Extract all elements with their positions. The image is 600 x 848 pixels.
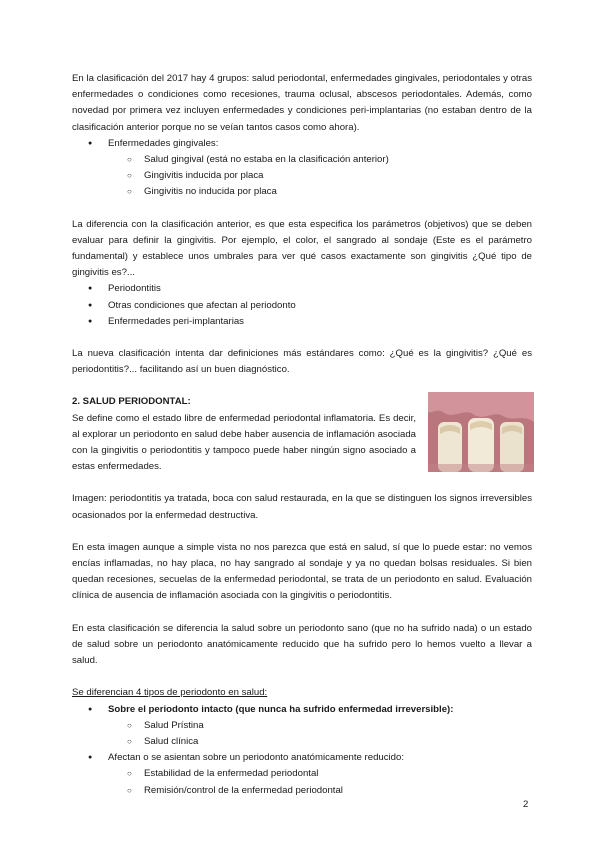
teeth-photo bbox=[428, 392, 534, 472]
new-classification-paragraph: La nueva clasificación intenta dar definiciones más estándares como: ¿Qué es la gingivitis? ¿Qué es periodontitis?... facilitando así un buen diagnóstico. bbox=[72, 348, 532, 376]
types-heading: Se diferencian 4 tipos de periodonto en salud: bbox=[72, 687, 268, 699]
document-page bbox=[72, 71, 532, 799]
definition-paragraph: Se define como el estado libre de enfermedad periodontal inflamatoria. Es decir, al explorar un periodonto en salud debe haber ausencia de inflamación asociada con la gingivitis o periodontitis y tampoco puede haber ningún signo asociado a estas enfermedades. bbox=[72, 412, 416, 473]
list-item: ● Periodontitis bbox=[72, 281, 532, 297]
list-item: ○ Gingivitis no inducida por placa bbox=[72, 184, 532, 200]
image-caption: Imagen: periodontitis ya tratada, boca con salud restaurada, en la que se distinguen los signos irreversibles ocasionados por la enfermedad destructiva. bbox=[72, 493, 532, 521]
intro-paragraph: En la clasificación del 2017 hay 4 grupos: salud periodontal, enfermedades gingivales, periodontales y otras enfermedades o condiciones como recesiones, trauma oclusal, abscesos periodontales. Además, como novedad por primera vez incluyen enfermedades y condiciones peri-implantarias (no estaban dentro de la clasificación anterior porque no se veían tantos casos como ahora). bbox=[72, 73, 532, 133]
list-item: ○ Salud Prístina bbox=[72, 718, 532, 734]
page-number: 2 bbox=[523, 799, 529, 810]
types-list bbox=[72, 702, 532, 799]
list-item: ● Sobre el periodonto intacto (que nunca ha sufrido enfermedad irreversible): bbox=[72, 702, 532, 718]
section-health bbox=[72, 394, 532, 798]
list-item: ○ Salud clínica bbox=[72, 734, 532, 750]
difference-paragraph: La diferencia con la clasificación anterior, es que esta especifica los parámetros (objetivos) que se deben evaluar para definir la gingivitis. Por ejemplo, el color, el sangrado al sondaje (Este es el parámetro fundamental) y establece unos umbrales para ver qué casos exactamente son gingivitis ¿Qué tipo de gingivitis es?... bbox=[72, 218, 532, 279]
list-item: ● Enfermedades peri-implantarias bbox=[72, 314, 532, 330]
list-item: ○ Remisión/control de la enfermedad periodontal bbox=[72, 783, 532, 799]
intro-list bbox=[72, 136, 532, 201]
list-item: ● Enfermedades gingivales: bbox=[72, 136, 532, 152]
classification-paragraph: En esta clasificación se diferencia la salud sobre un periodonto sano (que no ha sufrido nada) o un estado de salud sobre un periodonto anatómicamente reducido que ha sufrido pero lo hemos vuelto a llevar a salud. bbox=[72, 622, 532, 667]
difference-list bbox=[72, 281, 532, 330]
explanation-paragraph: En esta imagen aunque a simple vista no nos parezca que está en salud, sí que lo puede estar: no vemos encías inflamadas, no hay placa, no hay sangrado al sondaje y ya no quedan bolsas residuales. Si bien quedan recesiones, secuelas de la enfermedad periodontal, se trata de un periodonto en salud. Evaluación clínica de ausencia de inflamación asociada con la gingivitis o periodontitis. bbox=[72, 541, 532, 602]
list-item: ○ Salud gingival (está no estaba en la clasificación anterior) bbox=[72, 152, 532, 168]
list-item: ○ Gingivitis inducida por placa bbox=[72, 168, 532, 184]
section-heading: 2. SALUD PERIODONTAL: bbox=[72, 396, 191, 408]
list-item: ○ Estabilidad de la enfermedad periodontal bbox=[72, 766, 532, 782]
list-item: ● Afectan o se asientan sobre un periodonto anatómicamente reducido: bbox=[72, 750, 532, 766]
list-item: ● Otras condiciones que afectan al periodonto bbox=[72, 298, 532, 314]
